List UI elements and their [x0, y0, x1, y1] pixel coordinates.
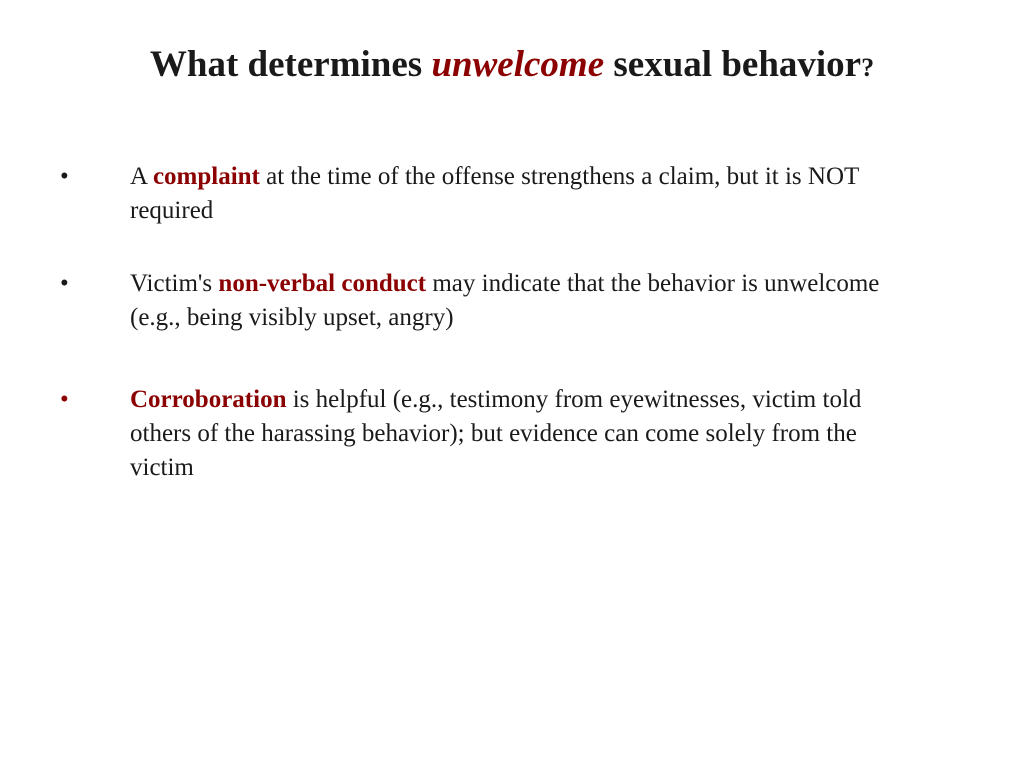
bullet-text [130, 267, 920, 335]
bullet-text-post: at the time of the offense strengthens a claim, but it is NOT required [130, 163, 859, 224]
bullet-text [130, 160, 920, 228]
bullet-keyword: Corroboration [130, 386, 287, 413]
bullet-marker: • [60, 386, 69, 413]
bullet-marker: • [60, 163, 69, 190]
title-question-mark: ? [861, 53, 875, 82]
bullet-marker: • [60, 270, 69, 297]
title-emphasis: unwelcome [431, 44, 605, 85]
bullet-keyword: complaint [152, 163, 260, 190]
bullet-keyword: non-verbal conduct [218, 270, 427, 297]
title-text-start: What determines [149, 44, 432, 85]
bullet-text-pre: A [130, 163, 153, 190]
slide-title [0, 42, 1024, 91]
bullet-text-post: is helpful (e.g., testimony from eyewitnesses, victim told others of the harassing behavior); but evidence can come solely from the victim [130, 386, 862, 481]
bullet-text-post: may indicate that the behavior is unwelcome (e.g., being visibly upset, angry) [130, 270, 880, 331]
bullet-text [130, 383, 920, 485]
bullet-text-pre: Victim's [130, 270, 219, 297]
title-text-end: sexual behavior [604, 44, 862, 85]
